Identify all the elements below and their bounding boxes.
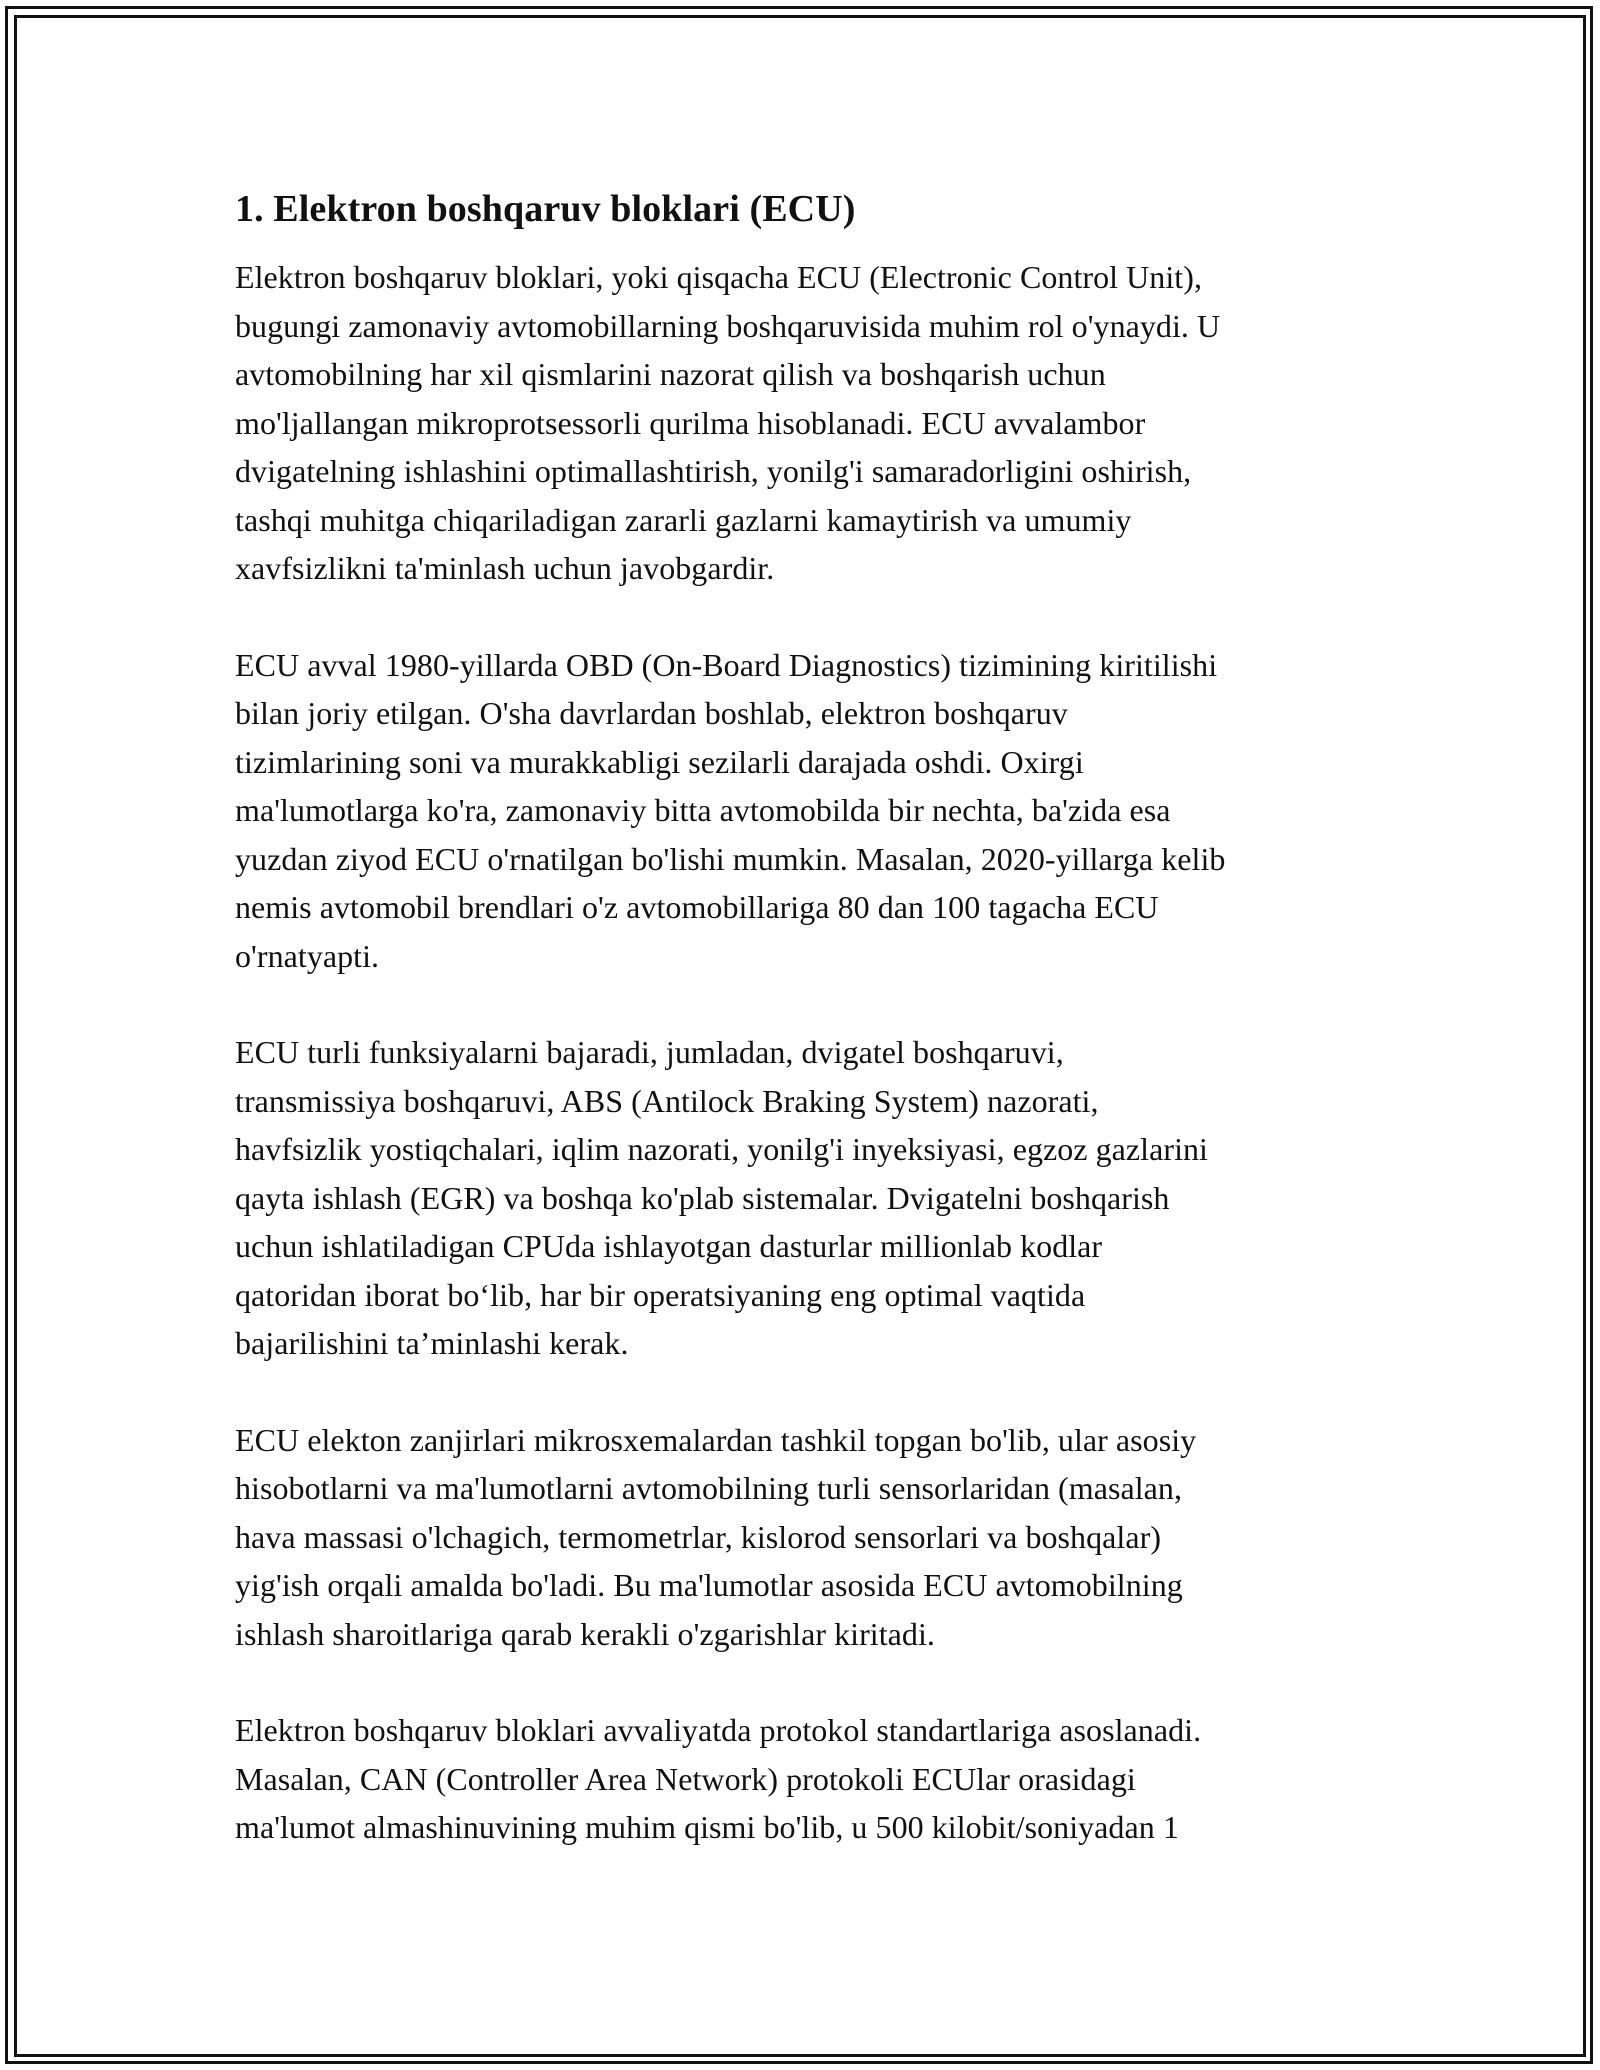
document-body bbox=[235, 185, 1375, 1900]
text-line: transmissiya boshqaruvi, ABS (Antilock Braking System) nazorati, bbox=[235, 1082, 1099, 1119]
text-line: o'rnatyapti. bbox=[235, 937, 380, 974]
text-line: ECU avval 1980-yillarda OBD (On-Board Diagnostics) tizimining kiritilishi bbox=[235, 646, 1218, 683]
text-line: tashqi muhitga chiqariladigan zararli gazlarni kamaytirish va umumiy bbox=[235, 501, 1132, 538]
text-line: ma'lumotlarga ko'ra, zamonaviy bitta avtomobilda bir nechta, ba'zida esa bbox=[235, 792, 1171, 828]
text-line: xavfsizlikni ta'minlash uchun javobgardir. bbox=[235, 550, 775, 586]
text-line: bugungi zamonaviy avtomobillarning boshqaruvisida muhim rol o'ynaydi. U bbox=[235, 307, 1221, 344]
text-line: ECU turli funksiyalarni bajaradi, jumladan, dvigatel boshqaruvi, bbox=[235, 1034, 1064, 1070]
text-line: uchun ishlatiladigan CPUda ishlayotgan dasturlar millionlab kodlar bbox=[235, 1228, 1103, 1264]
paragraph-4 bbox=[235, 1416, 1375, 1659]
text-line: bajarilishini ta’minlashi kerak. bbox=[235, 1325, 629, 1361]
text-line: nemis avtomobil brendlari o'z avtomobillariga 80 dan 100 tagacha ECU bbox=[235, 889, 1159, 925]
text-line: qayta ishlash (EGR) va boshqa ko'plab sistemalar. Dvigatelni boshqarish bbox=[235, 1179, 1170, 1216]
text-line: bilan joriy etilgan. O'sha davrlardan boshlab, elektron boshqaruv bbox=[235, 695, 1068, 731]
section-heading: 1. Elektron boshqaruv bloklari (ECU) bbox=[235, 188, 856, 230]
paragraph-3 bbox=[235, 1028, 1375, 1368]
text-line: ishlash sharoitlariga qarab kerakli o'zgarishlar kiritadi. bbox=[235, 1615, 935, 1652]
text-line: havfsizlik yostiqchalari, iqlim nazorati, yonilg'i inyeksiyasi, egzoz gazlarini bbox=[235, 1131, 1208, 1167]
text-line: yig'ish orqali amalda bo'ladi. Bu ma'lumotlar asosida ECU avtomobilning bbox=[235, 1567, 1183, 1603]
text-line: avtomobilning har xil qismlarini nazorat qilish va boshqarish uchun bbox=[235, 356, 1106, 392]
text-line: yuzdan ziyod ECU o'rnatilgan bo'lishi mumkin. Masalan, 2020-yillarga kelib bbox=[235, 840, 1226, 877]
text-line: qatoridan iborat bo‘lib, har bir operatsiyaning eng optimal vaqtida bbox=[235, 1276, 1086, 1313]
paragraph-1 bbox=[235, 253, 1375, 593]
text-line: hisobotlarni va ma'lumotlarni avtomobilning turli sensorlaridan (masalan, bbox=[235, 1470, 1182, 1506]
text-line: mo'ljallangan mikroprotsessorli qurilma hisoblanadi. ECU avvalambor bbox=[235, 404, 1146, 441]
text-line: Elektron boshqaruv bloklari avvaliyatda protokol standartlariga asoslanadi. bbox=[235, 1712, 1202, 1748]
text-line: Masalan, CAN (Controller Area Network) protokoli ECUlar orasidagi bbox=[235, 1760, 1136, 1797]
text-line: ECU elekton zanjirlari mikrosxemalardan tashkil topgan bo'lib, ular asosiy bbox=[235, 1421, 1197, 1458]
text-line: dvigatelning ishlashini optimallashtirish, yonilg'i samaradorligini oshirish, bbox=[235, 453, 1192, 489]
text-line: hava massasi o'lchagich, termometrlar, kislorod sensorlari va boshqalar) bbox=[235, 1518, 1162, 1555]
paragraph-5 bbox=[235, 1706, 1375, 1852]
text-line: Elektron boshqaruv bloklari, yoki qisqacha ECU (Electronic Control Unit), bbox=[235, 259, 1202, 295]
text-line: ma'lumot almashinuvining muhim qismi bo'lib, u 500 kilobit/soniyadan 1 bbox=[235, 1809, 1179, 1845]
text-line: tizimlarining soni va murakkabligi sezilarli darajada oshdi. Oxirgi bbox=[235, 743, 1084, 780]
paragraph-2 bbox=[235, 641, 1375, 981]
